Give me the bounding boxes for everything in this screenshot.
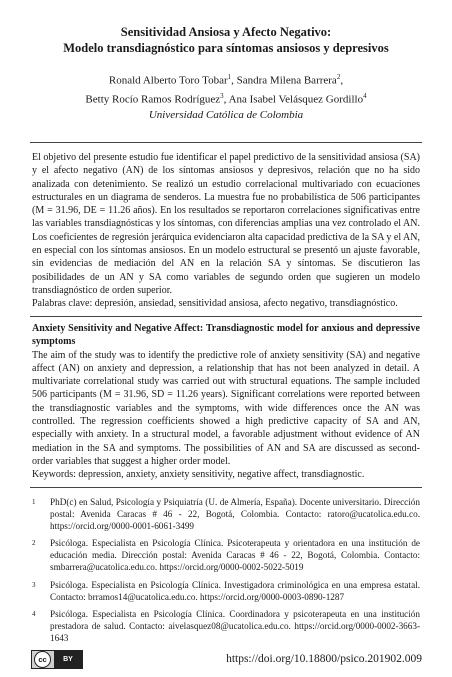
- abstract-en-title: Anxiety Sensitivity and Negative Affect: Transdiagnostic model for anxious and depressive symptoms: [32, 323, 420, 348]
- author-name: Betty Rocío Ramos Rodríguez: [85, 93, 221, 106]
- doi-link[interactable]: https://doi.org/10.18800/psico.201902.009: [226, 653, 422, 665]
- author-name: Sandra Milena Barrera: [236, 74, 337, 87]
- footnote-number: 1: [32, 498, 36, 506]
- footnote: [32, 580, 420, 604]
- abstract-english: [32, 322, 420, 482]
- footnotes: [32, 497, 420, 651]
- author-name: Ana Isabel Velásquez Gordillo: [228, 93, 364, 106]
- footnote-text: Psicóloga. Especialista en Psicología Clínica. Coordinadora y psicoterapeuta en una institución prestadora de salud. Contacto: aivelasquez08@ucatolica.edu.co. https://orcid.org/0000-0002-3663-1643: [50, 609, 420, 643]
- author-sup: 1: [227, 73, 232, 81]
- author-block: [24, 70, 428, 124]
- abstract-spanish: [32, 151, 420, 311]
- footnote: [32, 609, 420, 644]
- author-sup: 2: [336, 73, 341, 81]
- cc-by-label: BY: [54, 651, 82, 668]
- footnote-number: 2: [32, 539, 36, 548]
- top-divider: [30, 142, 422, 143]
- keywords-en: Keywords: depression, anxiety, anxiety sensitivity, negative affect, transdiagnostic.: [32, 469, 365, 481]
- abstract-es-body: El objetivo del presente estudio fue identificar el papel predictivo de la sensitividad ansiosa (SA) y el afecto negativo (AN) de los síntomas ansiosos y depresivos, relación que no ha sido analizada con detenimiento. Se realizó un estudio correlacional multivariado con ecuaciones estructurales en un diagrama de senderos. La muestra fue no probabilística de 506 participantes (M = 31.96, DE = 11.26 años). En los resultados se reportaron correlaciones significativas entre las variables transdiagnósticas y los síntomas, con diferencias amplias una vez controlado el AN. Los coeficientes de regresión jerárquica evidenciaron alta capacidad predictiva de la SA y el AN, en especial con los síntomas ansiosos. En un modelo estructural se presentó un ajuste favorable, sin evidencias de mediación del AN en la relación SA y síntomas. Se discutieron las posibilidades de un AN y SA como variables de segundo orden que sugieren un modelo transdiagnóstico de orden superior.: [32, 152, 420, 296]
- footnote-text: Psicóloga. Especialista en Psicología Clínica. Psicoterapeuta y orientadora en una institución de educación media. Dirección postal: Avenida Caracas # 46 - 22, Bogotá, Colombia. Contacto: smbarrera@ucatolica.edu.co. https://orcid.org/0000-0002-5022-5019: [50, 538, 420, 572]
- author-line-2: Betty Rocío Ramos Rodríguez$^3$, Ana Isabel Velásquez Gordillo$^4$: [85, 92, 367, 106]
- footnote-text: PhD(c) en Salud, Psicología y Psiquiatría (U. de Almería, España). Docente universitario. Dirección postal: Avenida Caracas # 46 - 22, Bogotá, Colombia. Contacto: ratoro@ucatolica.edu.co. https://orcid.org/0000-0001-6061-3499: [50, 497, 420, 531]
- author-name: Ronald Alberto Toro Tobar: [108, 74, 228, 87]
- footnote-number: 3: [32, 580, 36, 589]
- footnote-number: 4: [32, 610, 36, 619]
- creative-commons-by-icon: [31, 650, 83, 669]
- footnote: [32, 497, 420, 532]
- author-sup: 4: [363, 92, 367, 101]
- title-line-1: Sensitividad Ansiosa y Afecto Negativo:: [120, 25, 332, 39]
- abstract-en-body: The aim of the study was to identify the predictive role of anxiety sensitivity (SA) and negative affect (AN) on anxiety and depression, a relationship that has not been analyzed in detail. A multivariate correlational study was carried out with structural equations. The sample included 506 participants (M = 31.96, SD = 11.26 years). Significant correlations were reported between the transdiagnostic variables and the symptoms, with wide differences once the AN was controlled. The regression coefficients showed a high predictive capacity of SA and AN, especially with anxiety. In a structural model, a favorable adjustment without evidence of AN mediation in the SA and symptoms. The possibilities of AN and SA are discussed as second-order variables that suggest a higher order model.: [32, 349, 420, 467]
- footnote-text: Psicóloga. Especialista en Psicología Clínica. Investigadora criminológica en una empresa estatal. Contacto: brramos14@ucatolica.edu.co. https://orcid.org/0000-0003-0890-1287: [50, 579, 420, 602]
- author-sup: 3: [220, 92, 224, 101]
- title-line-2: Modelo transdiagnóstico para síntomas ansiosos y depresivos: [63, 41, 389, 55]
- author-line-1: Ronald Alberto Toro Tobar$^1$, Sandra Milena Barrera$^2$,: [108, 73, 344, 87]
- keywords-es: Palabras clave: depresión, ansiedad, sensitividad ansiosa, afecto negativo, transdiagnóstico.: [32, 298, 398, 310]
- footnote: [32, 538, 420, 573]
- article-title: [24, 24, 428, 56]
- footnote-divider: [30, 487, 422, 488]
- middle-divider: [30, 316, 422, 317]
- cc-circle: cc: [34, 651, 51, 668]
- institution: Universidad Católica de Colombia: [148, 109, 304, 122]
